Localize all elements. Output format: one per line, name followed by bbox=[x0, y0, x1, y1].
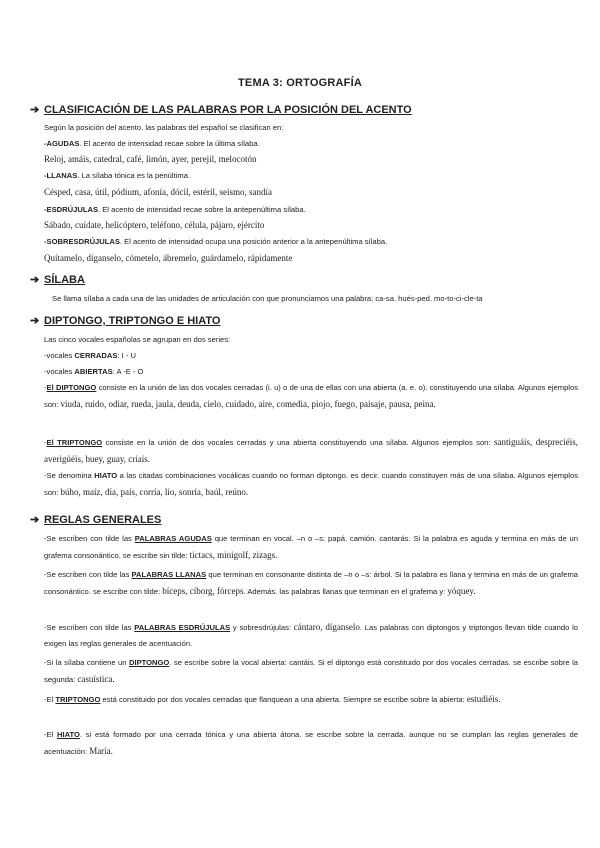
arrow-icon: ➔ bbox=[30, 104, 40, 116]
section-heading-classification bbox=[30, 103, 412, 116]
section-heading-text: CLASIFICACIÓN DE LAS PALABRAS POR LA POSICIÓN DEL ACENTO bbox=[44, 104, 412, 116]
classification-intro: Según la posición del acento. las palabras del español se clasifican en: bbox=[44, 123, 284, 132]
section-heading-silaba bbox=[30, 273, 85, 286]
regla-diptongo: -Si la sílaba contiene un DIPTONGO. se escribe sobre la vocal abierta: cantáis. Si el diptongo está constituido por dos vocales cerradas. se escribe sobre la segunda: casuística. bbox=[44, 658, 578, 684]
section-heading-reglas bbox=[30, 513, 161, 526]
regla-triptongo: -El TRIPTONGO está constituido por dos vocales cerradas que flanquean a una abierta. Siempre se escribe sobre la abierta: estudiéis. bbox=[44, 694, 501, 704]
regla-esdrujulas: -Se escriben con tilde las PALABRAS ESDRÚJULAS y sobresdrújulas: cántaro, díganselo. Las palabras con diptongos y triptongos llevan tilde cuando lo exigen las reglas generales de acentuación. bbox=[44, 622, 578, 648]
section-heading-text: SÍLABA bbox=[44, 274, 85, 286]
arrow-icon: ➔ bbox=[30, 315, 40, 327]
arrow-icon: ➔ bbox=[30, 514, 40, 526]
llanas-examples: Césped, casa, útil, pódium, afonía, dócil, estéril, seísmo, sandía bbox=[44, 187, 272, 197]
section-heading-diptongo bbox=[30, 314, 220, 327]
arrow-icon: ➔ bbox=[30, 274, 40, 286]
vocales-abiertas: -vocales ABIERTAS: A -E - O bbox=[44, 367, 144, 376]
sobresdrujulas-examples: Quítamelo, díganselo, cómetelo, ábremelo, guárdamelo, rápidamente bbox=[44, 253, 293, 263]
vocales-intro: Las cinco vocales españolas se agrupan en dos series: bbox=[44, 335, 231, 344]
page-title: TEMA 3: ORTOGRAFÍA bbox=[238, 77, 362, 89]
hiato-paragraph: -Se denomina HIATO a las citadas combinaciones vocálicas cuando no forman diptongo. es decir. cuando constituyen más de una sílaba. Algunos ejemplos son: búho, maíz, día, país, corría, lío, sonría, baúl, reúno. bbox=[44, 471, 579, 497]
diptongo-paragraph: -El DIPTONGO consiste en la unión de las dos vocales cerradas (i. u) o de una de ellas con una abierta (a. e. o). constituyendo una sílaba. Algunos ejemplos son: viuda, ruido, odiar, rueda, jaula, deuda, cielo, cuidado, aire, comedia, piojo, fuego, paisaje, pausa, peina. bbox=[44, 383, 578, 409]
regla-agudas: -Se escriben con tilde las PALABRAS AGUDAS que terminan en vocal. –n o –s: papá. camión. cantarás. Si la palabra es aguda y termina en más de un grafema consonántico. se escribe sin tilde: tictacs, minigolf, zizags. bbox=[44, 534, 578, 560]
triptongo-paragraph: -El TRIPTONGO consiste en la unión de dos vocales cerradas y una abierta constituyendo una sílaba. Algunos ejemplos son: santiguáis, despreciéis, averigüéis, buey, guay, criais. bbox=[44, 437, 578, 464]
vocales-cerradas: -vocales CERRADAS: I - U bbox=[44, 351, 136, 360]
regla-hiato: -El HIATO. si está formado por una cerrada tónica y una abierta átona. se escribe sobre la cerrada. aunque no se cumplan las reglas generales de acentuación: María. bbox=[44, 730, 579, 756]
esdrujulas-examples: Sábado, cuídate, helicóptero, teléfono, célula, pájaro, ejército bbox=[44, 220, 265, 230]
regla-llanas: -Se escriben con tilde las PALABRAS LLANAS que terminan en consonante distinta de –n o –s: árbol. Si la palabra es llana y termina en más de un grafema consonántico. se escribe con tilde: bíceps, cíborg, fórceps. Además. las palabras llanas que terminan en el grafema y: yóquey. bbox=[44, 570, 578, 596]
llanas-definition: -LLANAS. La sílaba tónica es la penúltima. bbox=[44, 171, 191, 180]
sobresdrujulas-definition: -SOBRESDRÚJULAS. El acento de intensidad ocupa una posición anterior a la antepenúltima sílaba. bbox=[44, 237, 388, 246]
silaba-definition: Se llama sílaba a cada una de las unidades de articulación con que pronunciamos una palabra: ca-sa. hués-ped. mo-to-ci-cle-ta bbox=[52, 294, 483, 303]
agudas-examples: Reloj, amáis, catedral, café, limón, ayer, perejil, melocotón bbox=[44, 154, 257, 164]
esdrujulas-definition: -ESDRÚJULAS. El acento de intensidad recae sobre la antepenúltima sílaba. bbox=[44, 205, 306, 214]
section-heading-text: DIPTONGO, TRIPTONGO E HIATO bbox=[44, 315, 221, 327]
section-heading-text: REGLAS GENERALES bbox=[44, 514, 162, 526]
agudas-definition: -AGUDAS. El acento de intensidad recae sobre la última sílaba. bbox=[44, 139, 260, 148]
